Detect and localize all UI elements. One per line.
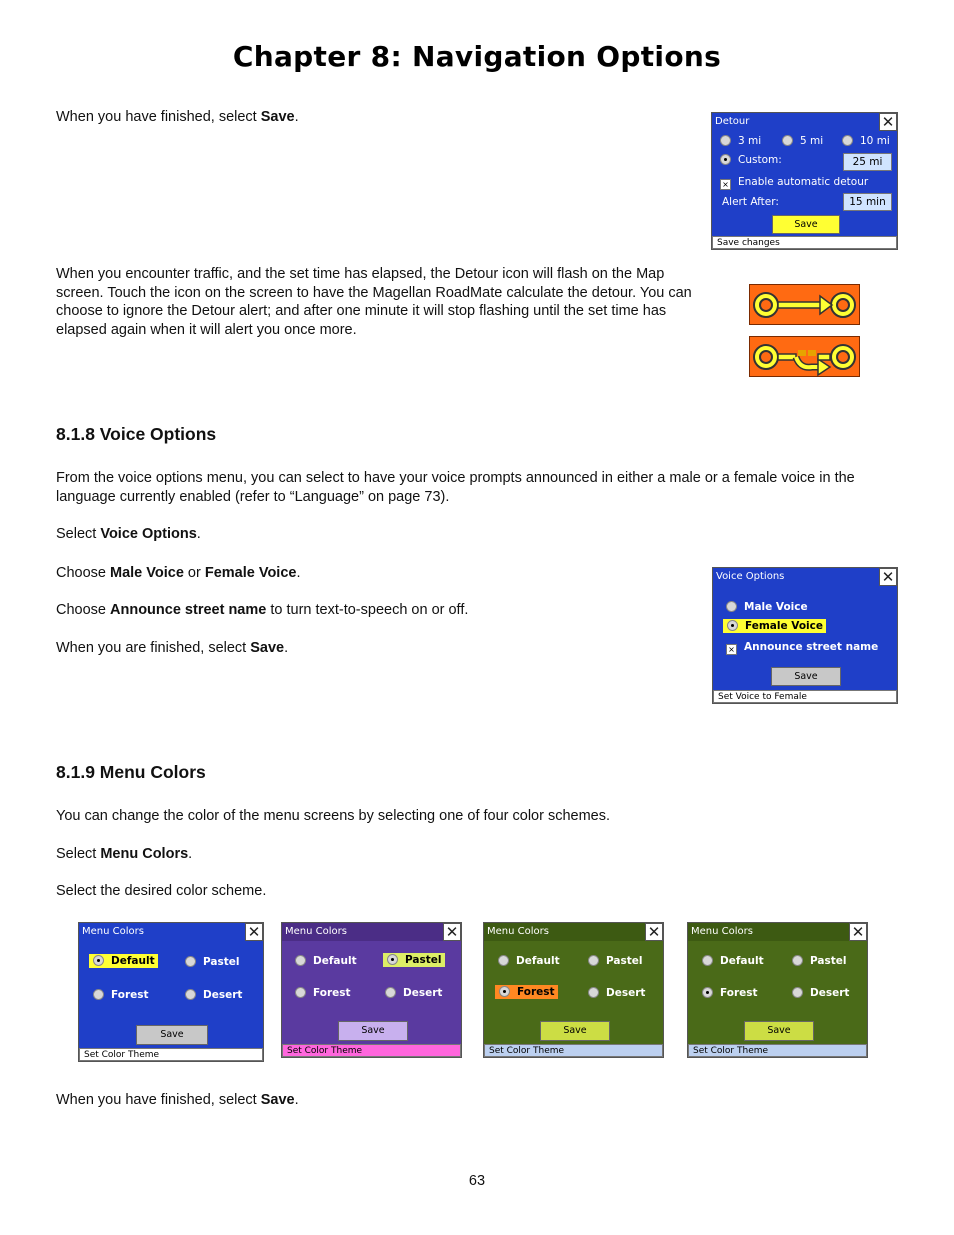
detour-title: Detour xyxy=(712,113,897,131)
save-button[interactable]: Save xyxy=(338,1021,408,1041)
screen-title: Menu Colors xyxy=(484,923,663,941)
voice-options-screen xyxy=(712,567,898,704)
detour-icon[interactable] xyxy=(749,284,860,325)
detour-description: When you encounter traffic, and the set time has elapsed, the Detour icon will flash on the Map screen. Touch the icon on the screen to have the Magellan RoadMate calculate the detour. You can choose to ignore the Detour alert; and after one minute it will stop flashing until the set time has elapsed again when it will alert you once more. xyxy=(56,266,692,338)
alert-after-label: Alert After: xyxy=(722,196,779,208)
save-button[interactable]: Save xyxy=(772,215,840,234)
screen-title: Menu Colors xyxy=(688,923,867,941)
select-menu-colors: Select Menu Colors. xyxy=(56,846,193,862)
radio-pastel[interactable]: Pastel xyxy=(588,955,643,967)
detour-alert-icon[interactable] xyxy=(749,336,860,377)
status-bar: Set Color Theme xyxy=(688,1044,867,1057)
select-color-scheme: Select the desired color scheme. xyxy=(56,883,267,899)
save-button[interactable]: Save xyxy=(771,667,841,686)
detour-screen xyxy=(711,112,898,250)
enable-detour-checkbox[interactable]: × Enable automatic detour xyxy=(720,176,868,190)
save-button[interactable]: Save xyxy=(744,1021,814,1041)
radio-forest[interactable]: Forest xyxy=(495,986,558,998)
finish-menu-colors: When you have finished, select Save. xyxy=(56,1092,299,1108)
radio-default[interactable]: Default xyxy=(89,955,158,967)
voice-title: Voice Options xyxy=(713,568,897,586)
save-button[interactable]: Save xyxy=(136,1025,208,1045)
detour-alert-route-icon xyxy=(750,337,861,378)
status-bar: Set Color Theme xyxy=(79,1048,263,1061)
page-title: Chapter 8: Navigation Options xyxy=(232,40,722,73)
status-bar: Set Voice to Female xyxy=(713,690,897,703)
close-icon[interactable]: ✕ xyxy=(879,568,897,586)
menu-colors-screen-default xyxy=(78,922,264,1062)
radio-default[interactable]: Default xyxy=(702,955,764,967)
radio-custom[interactable]: Custom: xyxy=(720,154,782,166)
radio-forest[interactable]: Forest xyxy=(702,987,758,999)
screen-title: Menu Colors xyxy=(282,923,461,941)
close-icon[interactable]: ✕ xyxy=(645,923,663,941)
radio-desert[interactable]: Desert xyxy=(588,987,645,999)
menu-colors-screen-pastel xyxy=(281,922,462,1058)
radio-pastel[interactable]: Pastel xyxy=(185,956,240,968)
radio-forest[interactable]: Forest xyxy=(93,989,149,1001)
voice-options-heading: 8.1.8 Voice Options xyxy=(56,424,217,444)
radio-default[interactable]: Default xyxy=(295,955,357,967)
announce-street-checkbox[interactable]: × Announce street name xyxy=(726,641,878,655)
custom-distance-field[interactable]: 25 mi xyxy=(843,153,892,171)
screen-title: Menu Colors xyxy=(79,923,263,941)
menu-colors-screen-forest xyxy=(483,922,664,1058)
voice-options-description: From the voice options menu, you can select to have your voice prompts announced in either a male or a female voice in the language currently enabled (refer to “Language” on page 73). xyxy=(56,470,855,505)
save-button[interactable]: Save xyxy=(540,1021,610,1041)
radio-5mi[interactable]: 5 mi xyxy=(782,135,823,147)
radio-forest[interactable]: Forest xyxy=(295,987,351,999)
radio-pastel[interactable]: Pastel xyxy=(792,955,847,967)
status-bar: Save changes xyxy=(712,236,897,249)
close-icon[interactable]: ✕ xyxy=(245,923,263,941)
radio-10mi[interactable]: 10 mi xyxy=(842,135,890,147)
finish-instruction: When you have finished, select Save. xyxy=(56,109,299,125)
radio-desert[interactable]: Desert xyxy=(792,987,849,999)
close-icon[interactable]: ✕ xyxy=(849,923,867,941)
status-bar: Set Color Theme xyxy=(484,1044,663,1057)
menu-colors-screen-desert xyxy=(687,922,868,1058)
radio-female-voice[interactable]: Female Voice xyxy=(723,620,826,632)
choose-announce: Choose Announce street name to turn text-to-speech on or off. xyxy=(56,602,469,618)
radio-3mi[interactable]: 3 mi xyxy=(720,135,761,147)
radio-pastel[interactable]: Pastel xyxy=(383,954,445,966)
radio-desert[interactable]: Desert xyxy=(185,989,242,1001)
detour-route-icon xyxy=(750,285,861,326)
radio-male-voice[interactable]: Male Voice xyxy=(726,601,808,613)
close-icon[interactable]: ✕ xyxy=(879,113,897,131)
radio-default[interactable]: Default xyxy=(498,955,560,967)
menu-colors-description: You can change the color of the menu screens by selecting one of four color schemes. xyxy=(56,808,611,824)
alert-time-field[interactable]: 15 min xyxy=(843,193,892,211)
finish-voice: When you are finished, select Save. xyxy=(56,640,289,656)
menu-colors-heading: 8.1.9 Menu Colors xyxy=(56,762,206,782)
select-voice-options: Select Voice Options. xyxy=(56,526,201,542)
radio-desert[interactable]: Desert xyxy=(385,987,442,999)
page-number: 63 xyxy=(468,1173,486,1189)
status-bar: Set Color Theme xyxy=(282,1044,461,1057)
choose-voice: Choose Male Voice or Female Voice. xyxy=(56,565,301,581)
close-icon[interactable]: ✕ xyxy=(443,923,461,941)
